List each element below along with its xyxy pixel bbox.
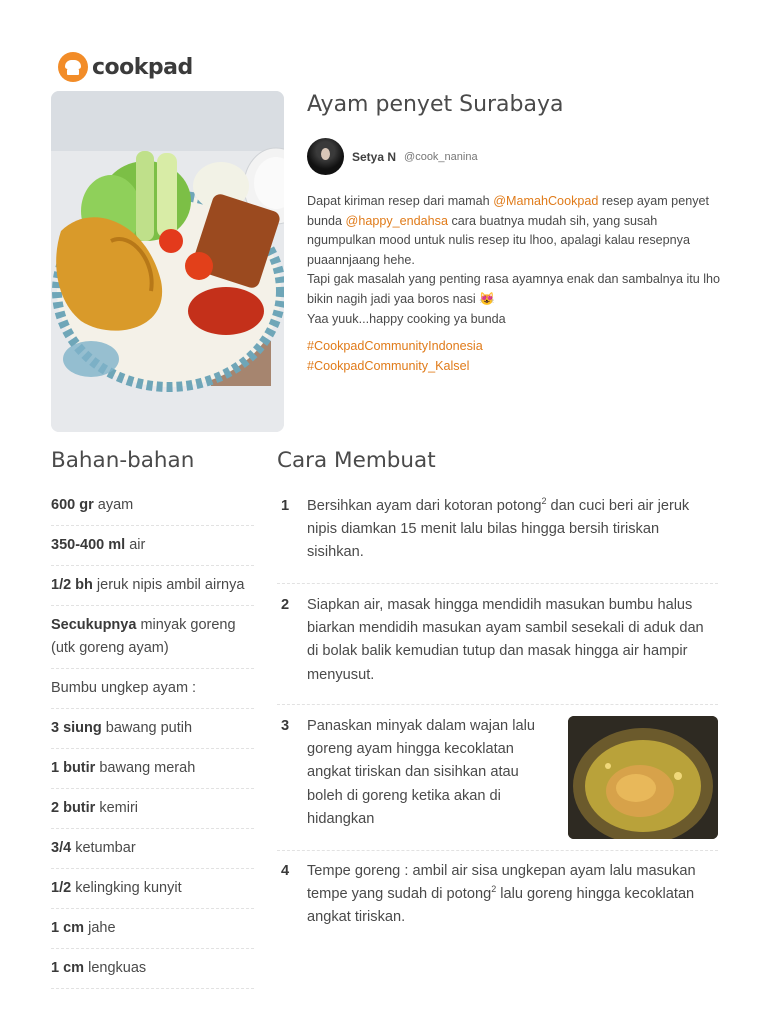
step-text: Bersihkan ayam dari kotoran potong$^2$ dan cuci beri air jeruk nipis diamkan 15 menit lalu bilas hingga bersih tiriskan sisihkan. — [307, 496, 690, 561]
recipe-description — [307, 192, 727, 329]
ingredients-heading: Bahan-bahan — [51, 448, 195, 473]
recipe-hero-photo — [51, 91, 284, 432]
ingredient-item: 600 gr ayam — [51, 486, 254, 526]
step-3 — [277, 715, 547, 831]
description-text: resep ayam penyet bunda — [307, 194, 709, 228]
hashtags — [307, 336, 483, 376]
step-3-photo[interactable] — [568, 716, 718, 839]
step-1 — [277, 495, 718, 565]
ingredient-item: 3 siung bawang putih — [51, 709, 254, 749]
description-text: Dapat kiriman resep dari mamah — [307, 194, 494, 208]
ingredient-item: 1 cm lengkuas — [51, 949, 254, 989]
author-info[interactable] — [307, 138, 478, 175]
ingredient-subheading: Bumbu ungkep ayam : — [51, 669, 254, 709]
description-paragraph-2: Tapi gak masalah yang penting rasa ayamnya enak dan sambalnya itu lho bikin nagih jadi yaa boros nasi 😻 — [307, 272, 721, 306]
ingredient-item: 1 cm jahe — [51, 909, 254, 949]
chef-hat-icon — [58, 52, 88, 82]
hashtag-link[interactable]: #CookpadCommunity_Kalsel — [307, 359, 470, 373]
ingredient-item: 1 butir bawang merah — [51, 749, 254, 789]
step-2 — [277, 594, 718, 687]
step-number: 1 — [280, 498, 290, 514]
ingredient-item: 3/4 ketumbar — [51, 829, 254, 869]
description-text: cara buatnya mudah sih, yang susah ngumpulkan mood untuk nulis resep itu lhoo, apalagi kalau resepnya puaannjaang hehe. — [307, 213, 690, 267]
step-4 — [277, 860, 718, 930]
ingredient-item: 1/2 kelingking kunyit — [51, 869, 254, 909]
avatar[interactable] — [307, 138, 344, 175]
hashtag-link[interactable]: #CookpadCommunityIndonesia — [307, 339, 483, 353]
step-number: 4 — [280, 863, 290, 879]
description-paragraph-3: Yaa yuuk...happy cooking ya bunda — [307, 311, 506, 326]
step-text: Tempe goreng : ambil air sisa ungkepan ayam lalu masukan tempe yang sudah di potong$^2$ lalu goreng hingga kecoklatan angkat tiriskan. — [307, 863, 696, 926]
step-text: Siapkan air, masak hingga mendidih masukan bumbu halus biarkan mendidih masukan ayam sambil sesekali di aduk dan di bolak balik kemudian tutup dan masak hingga air hampir menyusut. — [307, 597, 704, 683]
recipe-title: Ayam penyet Surabaya — [307, 92, 564, 117]
step-number: 2 — [280, 597, 290, 613]
ingredient-item: 1/2 bh jeruk nipis ambil airnya — [51, 566, 254, 606]
step-divider — [277, 704, 718, 705]
step-text: Panaskan minyak dalam wajan lalu goreng ayam hingga kecoklatan angkat tiriskan dan sisihkan atau boleh di goreng ketika akan di hidangkan — [307, 718, 535, 827]
author-name[interactable]: Setya N — [352, 149, 397, 164]
step-divider — [277, 850, 718, 851]
ingredient-item: Secukupnya minyak goreng (utk goreng ayam) — [51, 606, 254, 669]
ingredient-item: 350-400 ml air — [51, 526, 254, 566]
ingredients-list — [51, 486, 254, 989]
mention-link[interactable]: @MamahCookpad — [493, 194, 599, 208]
mention-link[interactable]: @happy_endahsa — [345, 213, 448, 228]
step-divider — [277, 583, 718, 584]
author-handle[interactable]: @cook_nanina — [404, 150, 478, 163]
steps-heading: Cara Membuat — [277, 448, 436, 473]
cookpad-logo[interactable] — [58, 52, 193, 82]
ingredient-item: 2 butir kemiri — [51, 789, 254, 829]
brand-name: cookpad — [92, 54, 193, 80]
step-number: 3 — [280, 718, 290, 734]
description-paragraph-1 — [307, 192, 727, 270]
